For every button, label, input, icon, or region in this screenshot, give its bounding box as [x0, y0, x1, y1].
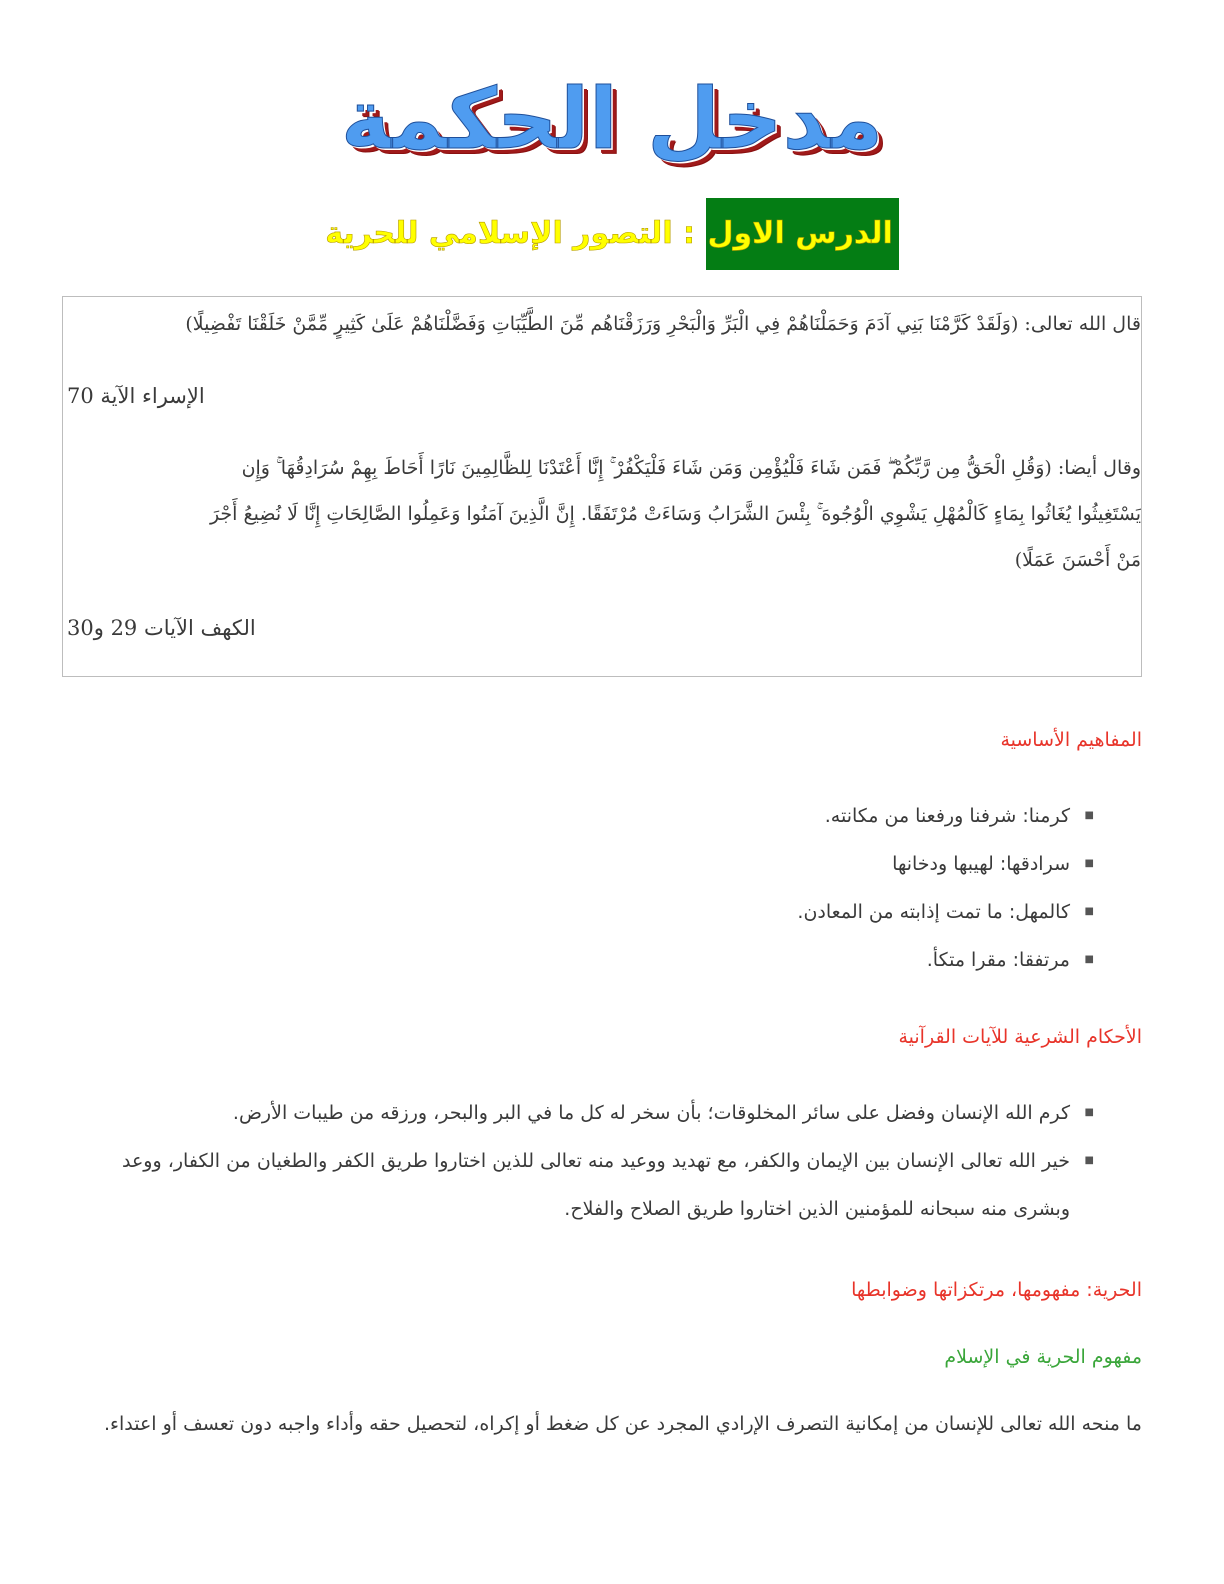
bullet-icon: ■	[1084, 906, 1094, 917]
verse-kahf-line-3: مَنْ أَحْسَنَ عَمَلًا)	[1014, 549, 1141, 571]
bullet-icon: ■	[1084, 1155, 1094, 1166]
list-item: ■ سرادقها: لهيبها ودخانها	[797, 840, 1070, 888]
list-item: ■ مرتفقا: مقرا متكأ.	[797, 936, 1070, 984]
page-title: مدخل الحكمة	[340, 70, 884, 168]
freedom-definition-paragraph: ما منحه الله تعالى للإنسان من إمكانية التصرف الإرادي المجرد عن كل ضغط أو إكراه، لتحصيل حقه وأداء واجبه دون تعسف أو اعتداء.	[104, 1413, 1142, 1435]
lesson-title	[325, 198, 899, 270]
bullet-icon: ■	[1084, 810, 1094, 821]
subheading-freedom-concept: مفهوم الحرية في الإسلام	[944, 1346, 1142, 1368]
list-item: ■ كرمنا: شرفنا ورفعنا من مكانته.	[797, 792, 1070, 840]
verse-kahf-line-1: وقال أيضا: (وَقُلِ الْحَقُّ مِن رَّبِّكُمْ ۖ فَمَن شَاءَ فَلْيُؤْمِن وَمَن شَاءَ فَلْيَكْفُرْ ۚ إِنَّا أَعْتَدْنَا لِلظَّالِمِينَ نَارًا أَحَاطَ بِهِمْ سُرَادِقُهَا ۚ وَإِن	[241, 457, 1141, 479]
lesson-title-wrap	[0, 198, 1224, 270]
verse-reference-isra: الإسراء الآية 70	[67, 384, 205, 408]
heading-legal-rulings: الأحكام الشرعية للآيات القرآنية	[898, 1026, 1142, 1048]
heading-freedom: الحرية: مفهومها، مرتكزاتها وضوابطها	[851, 1279, 1142, 1301]
lesson-subject: : التصور الإسلامي للحرية	[325, 216, 696, 251]
heading-basic-concepts: المفاهيم الأساسية	[1000, 729, 1142, 751]
list-item: ■ خير الله تعالى الإنسان بين الإيمان والكفر، مع تهديد ووعيد منه تعالى للذين اختاروا طريق الكفر والطغيان من الكفار، ووعد وبشرى منه سبحانه للمؤمنين الذين اختاروا طريق الصلاح والفلاح.	[122, 1137, 1070, 1233]
list-item: ■ كرم الله الإنسان وفضل على سائر المخلوقات؛ بأن سخر له كل ما في البر والبحر، ورزقه من طيبات الأرض.	[122, 1089, 1070, 1137]
bullet-icon: ■	[1084, 1107, 1094, 1118]
bullet-icon: ■	[1084, 858, 1094, 869]
concepts-list	[797, 792, 1094, 984]
verse-isra: قال الله تعالى: (وَلَقَدْ كَرَّمْنَا بَنِي آدَمَ وَحَمَلْنَاهُمْ فِي الْبَرِّ وَالْبَحْرِ وَرَزَقْنَاهُم مِّنَ الطَّيِّبَاتِ وَفَضَّلْنَاهُمْ عَلَىٰ كَثِيرٍ مِّمَّنْ خَلَقْنَا تَفْضِيلًا)	[185, 313, 1141, 335]
quran-verses-box	[62, 296, 1142, 677]
list-item: ■ كالمهل: ما تمت إذابته من المعادن.	[797, 888, 1070, 936]
bullet-icon: ■	[1084, 954, 1094, 965]
rulings-list	[122, 1089, 1094, 1233]
verse-kahf-line-2: يَسْتَغِيثُوا يُغَاثُوا بِمَاءٍ كَالْمُهْلِ يَشْوِي الْوُجُوهَ ۚ بِئْسَ الشَّرَابُ وَسَاءَتْ مُرْتَفَقًا. إِنَّ الَّذِينَ آمَنُوا وَعَمِلُوا الصَّالِحَاتِ إِنَّا لَا نُضِيعُ أَجْرَ	[209, 503, 1141, 525]
lesson-number-highlight: الدرس الاول	[706, 198, 899, 270]
verse-reference-kahf: الكهف الآيات 29 و30	[67, 616, 256, 640]
